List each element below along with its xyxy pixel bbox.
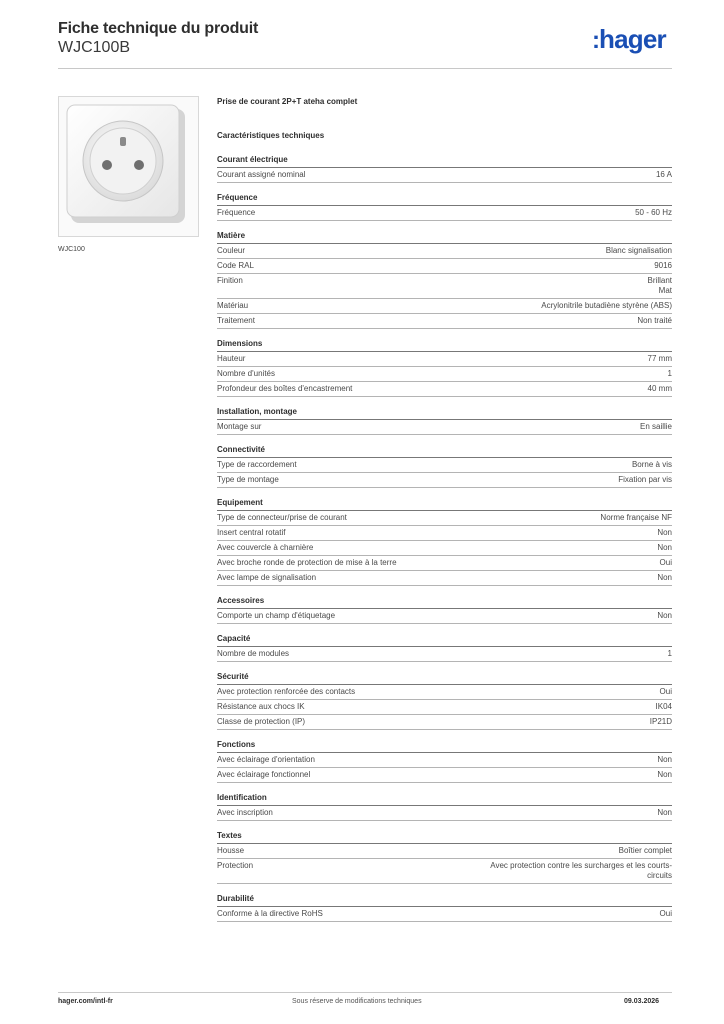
specifications <box>217 97 672 932</box>
spec-value-line: Acrylonitrile butadiène styrène (ABS) <box>541 301 672 310</box>
spec-row <box>217 609 672 624</box>
spec-value-line: IK04 <box>655 702 672 711</box>
spec-value <box>600 513 672 523</box>
spec-label: Nombre d'unités <box>217 369 275 378</box>
spec-label: Hauteur <box>217 354 246 363</box>
spec-value <box>619 846 672 856</box>
product-reference: WJC100B <box>58 39 131 56</box>
spec-value-line: 77 mm <box>647 354 672 363</box>
spec-label: Type de montage <box>217 475 279 484</box>
spec-value <box>657 755 672 765</box>
spec-group-title: Courant électrique <box>217 155 672 168</box>
spec-value-line: Non <box>657 770 672 779</box>
document-title: Fiche technique du produit <box>58 20 259 37</box>
spec-group <box>217 407 672 435</box>
spec-value <box>660 909 672 919</box>
spec-row <box>217 473 672 488</box>
spec-group-title: Dimensions <box>217 339 672 352</box>
spec-group <box>217 498 672 586</box>
spec-row <box>217 556 672 571</box>
spec-group <box>217 634 672 662</box>
spec-value-line: Non <box>657 543 672 552</box>
spec-value <box>657 808 672 818</box>
spec-value <box>657 543 672 553</box>
spec-row <box>217 715 672 730</box>
spec-row <box>217 647 672 662</box>
spec-value-line: Non <box>657 611 672 620</box>
spec-group-title: Fréquence <box>217 193 672 206</box>
spec-value-line: Norme française NF <box>600 513 672 522</box>
spec-label: Classe de protection (IP) <box>217 717 306 726</box>
hager-logo <box>592 24 666 55</box>
spec-label: Avec éclairage fonctionnel <box>217 770 311 779</box>
spec-group <box>217 740 672 783</box>
spec-value <box>656 702 672 712</box>
product-title: Prise de courant 2P+T ateha complet <box>217 97 358 106</box>
spec-value-line: 50 - 60 Hz <box>635 208 672 217</box>
spec-row <box>217 314 672 329</box>
spec-row <box>217 844 672 859</box>
spec-value <box>657 573 672 583</box>
spec-value-line: Blanc signalisation <box>605 246 672 255</box>
spec-row <box>217 299 672 314</box>
spec-group-title: Sécurité <box>217 672 672 685</box>
spec-group-title: Identification <box>217 793 672 806</box>
spec-value <box>640 422 672 432</box>
spec-group-title: Connectivité <box>217 445 672 458</box>
spec-group-title: Durabilité <box>217 894 672 907</box>
spec-group <box>217 831 672 884</box>
spec-row <box>217 511 672 526</box>
spec-label: Nombre de modules <box>217 649 290 658</box>
spec-value-line: Oui <box>659 909 672 918</box>
spec-label: Courant assigné nominal <box>217 170 306 179</box>
spec-value <box>668 649 672 659</box>
spec-label: Housse <box>217 846 245 855</box>
spec-group <box>217 672 672 730</box>
spec-label: Matériau <box>217 301 249 310</box>
spec-value <box>606 246 672 256</box>
spec-row <box>217 259 672 274</box>
spec-value-line: 16 A <box>655 170 672 179</box>
spec-label: Fréquence <box>217 208 256 217</box>
spec-value-line: circuits <box>647 871 672 880</box>
spec-value <box>650 717 672 727</box>
spec-group <box>217 793 672 821</box>
spec-group-title: Accessoires <box>217 596 672 609</box>
spec-label: Comporte un champ d'étiquetage <box>217 611 336 620</box>
spec-label: Profondeur des boîtes d'encastrement <box>217 384 353 393</box>
product-photo <box>58 96 199 237</box>
spec-value <box>648 354 672 364</box>
spec-value-line: Non <box>657 755 672 764</box>
spec-row <box>217 907 672 922</box>
spec-row <box>217 367 672 382</box>
spec-label: Type de raccordement <box>217 460 297 469</box>
spec-value-line: Boîtier complet <box>618 846 672 855</box>
spec-value <box>656 170 672 180</box>
spec-label: Insert central rotatif <box>217 528 286 537</box>
spec-label: Protection <box>217 861 254 870</box>
spec-row <box>217 382 672 397</box>
spec-value-line: Brillant <box>647 276 672 285</box>
spec-value-line: Mat <box>658 286 672 295</box>
spec-value <box>648 276 672 296</box>
footer-website: hager.com/intl-fr <box>58 998 113 1005</box>
spec-label: Résistance aux chocs IK <box>217 702 305 711</box>
spec-row <box>217 274 672 299</box>
spec-group <box>217 894 672 922</box>
spec-label: Traitement <box>217 316 255 325</box>
spec-label: Avec couvercle à charnière <box>217 543 314 552</box>
socket-outlet-image <box>59 97 198 236</box>
spec-value-line: Non <box>657 573 672 582</box>
spec-value-line: Non <box>657 528 672 537</box>
spec-value <box>657 770 672 780</box>
spec-label: Finition <box>217 276 243 285</box>
spec-value <box>541 301 672 311</box>
spec-row <box>217 352 672 367</box>
spec-row <box>217 753 672 768</box>
spec-group-title: Textes <box>217 831 672 844</box>
spec-value-line: Oui <box>659 558 672 567</box>
spec-row <box>217 571 672 586</box>
spec-group <box>217 339 672 397</box>
spec-value-line: Oui <box>659 687 672 696</box>
logo-text: hager <box>599 24 666 54</box>
spec-value <box>657 528 672 538</box>
spec-value <box>668 369 672 379</box>
spec-value-line: 1 <box>667 649 672 658</box>
logo-dots: : <box>592 27 598 54</box>
spec-label: Montage sur <box>217 422 262 431</box>
spec-label: Couleur <box>217 246 246 255</box>
spec-group-title: Matière <box>217 231 672 244</box>
spec-row <box>217 244 672 259</box>
spec-value-line: Avec protection contre les surcharges et les courts- <box>490 861 672 870</box>
spec-label: Type de connecteur/prise de courant <box>217 513 347 522</box>
spec-group-title: Installation, montage <box>217 407 672 420</box>
photo-caption: WJC100 <box>58 246 85 253</box>
spec-label: Avec éclairage d'orientation <box>217 755 315 764</box>
spec-value <box>490 861 672 881</box>
spec-group-title: Capacité <box>217 634 672 647</box>
spec-label: Avec broche ronde de protection de mise à la terre <box>217 558 397 567</box>
spec-row <box>217 541 672 556</box>
spec-label: Avec lampe de signalisation <box>217 573 317 582</box>
spec-row <box>217 685 672 700</box>
document-header <box>58 20 258 57</box>
spec-value-line: 9016 <box>654 261 672 270</box>
spec-value <box>618 475 672 485</box>
spec-value <box>660 558 672 568</box>
spec-value-line: Non <box>657 808 672 817</box>
header-divider <box>58 68 672 69</box>
spec-group <box>217 445 672 488</box>
spec-value <box>660 687 672 697</box>
spec-value <box>654 261 672 271</box>
spec-label: Code RAL <box>217 261 254 270</box>
spec-group-title: Fonctions <box>217 740 672 753</box>
spec-row <box>217 420 672 435</box>
spec-value-line: Borne à vis <box>631 460 672 469</box>
spec-group <box>217 193 672 221</box>
spec-row <box>217 859 672 884</box>
spec-value-line: Non traité <box>637 316 672 325</box>
spec-value-line: 40 mm <box>647 384 672 393</box>
spec-value-line: Fixation par vis <box>618 475 672 484</box>
spec-row <box>217 700 672 715</box>
footer-notice: Sous réserve de modifications techniques <box>292 998 422 1005</box>
spec-value-line: 1 <box>667 369 672 378</box>
spec-row <box>217 206 672 221</box>
spec-value-line: En saillie <box>639 422 672 431</box>
spec-label: Conforme à la directive RoHS <box>217 909 323 918</box>
section-heading: Caractéristiques techniques <box>217 131 325 140</box>
footer-date: 09.03.2026 <box>624 998 660 1005</box>
spec-label: Avec inscription <box>217 808 273 817</box>
spec-groups <box>217 155 672 922</box>
spec-value-line: IP21D <box>649 717 672 726</box>
spec-value <box>632 460 672 470</box>
spec-row <box>217 526 672 541</box>
spec-value <box>648 384 672 394</box>
spec-label: Avec protection renforcée des contacts <box>217 687 356 696</box>
spec-row <box>217 768 672 783</box>
footer-divider <box>58 992 672 993</box>
spec-group <box>217 596 672 624</box>
spec-row <box>217 458 672 473</box>
spec-row <box>217 168 672 183</box>
spec-value <box>635 208 672 218</box>
spec-row <box>217 806 672 821</box>
spec-group <box>217 155 672 183</box>
spec-group-title: Equipement <box>217 498 672 511</box>
spec-value <box>637 316 672 326</box>
spec-value <box>657 611 672 621</box>
spec-group <box>217 231 672 329</box>
